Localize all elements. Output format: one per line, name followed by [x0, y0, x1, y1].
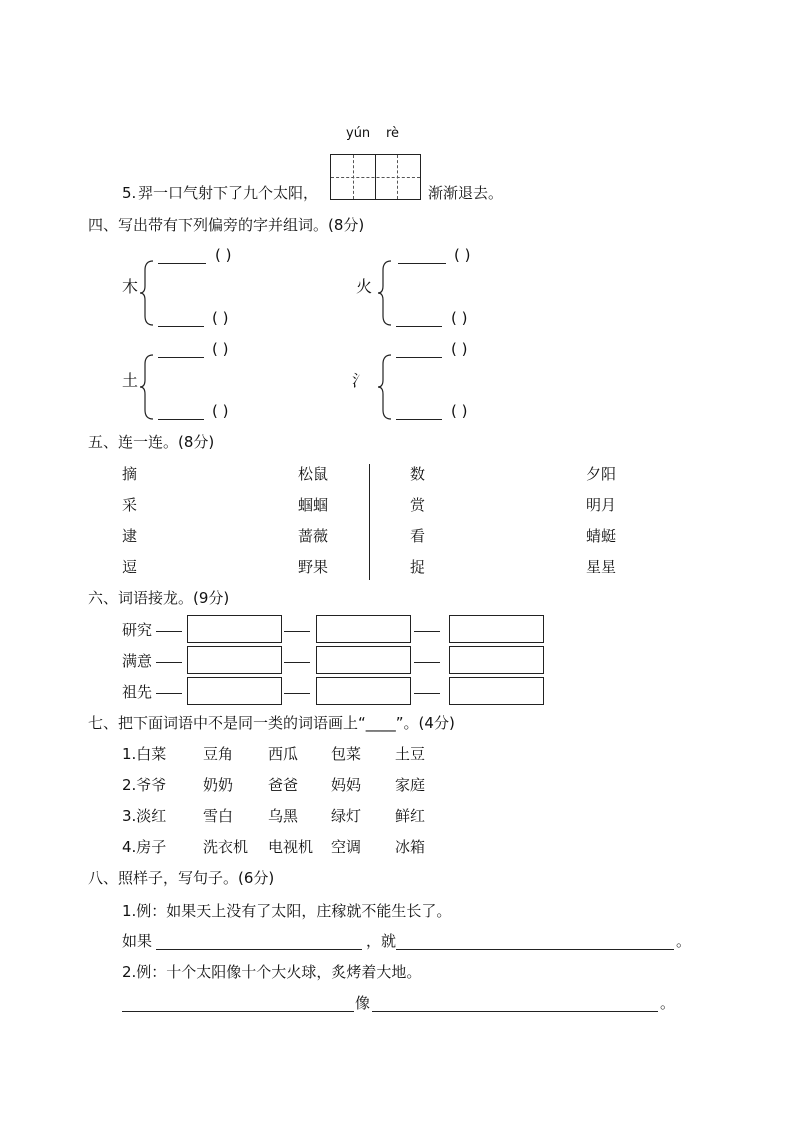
chain-dash	[156, 662, 182, 663]
ex1-period: 。	[676, 932, 692, 950]
paren-shui-1[interactable]: ( )	[451, 340, 468, 358]
brace-shui	[378, 354, 392, 420]
pinyin-yun: yún	[346, 126, 371, 141]
word-3-5[interactable]: 鲜红	[395, 807, 426, 825]
chain-dash	[284, 693, 310, 694]
word-3-3[interactable]: 乌黑	[268, 807, 299, 825]
example-sentence-2: 2.例：十个太阳像十个大火球，炙烤着大地。	[122, 963, 422, 981]
ex1-connector-jiu: ，就	[366, 932, 397, 950]
match-verb-cai[interactable]: 采	[122, 496, 138, 514]
match-verb-shu[interactable]: 数	[410, 465, 426, 483]
radical-shui: 氵	[352, 371, 369, 390]
ex2-answer-blank-2[interactable]	[372, 1011, 658, 1012]
radical-tu: 土	[122, 371, 139, 390]
radical-huo: 火	[356, 277, 373, 296]
paren-tu-2[interactable]: ( )	[212, 402, 229, 420]
q5-text-after: 渐渐退去。	[428, 184, 504, 202]
q5-number: 5.	[122, 184, 137, 202]
chain-dash	[156, 631, 182, 632]
ex2-period: 。	[660, 994, 676, 1012]
answer-blank-tu-1[interactable]	[158, 357, 204, 358]
word-2-3[interactable]: 爸爸	[268, 776, 299, 794]
match-verb-zhai[interactable]: 摘	[122, 465, 138, 483]
word-3-4[interactable]: 绿灯	[331, 807, 362, 825]
word-2-1[interactable]: 2.爷爷	[122, 776, 167, 794]
match-noun-mingyue[interactable]: 明月	[586, 496, 617, 514]
paren-huo-1[interactable]: ( )	[454, 246, 471, 264]
radical-mu: 木	[122, 277, 139, 296]
column-divider	[369, 464, 370, 580]
chain-dash	[414, 631, 440, 632]
ex2-answer-blank-1[interactable]	[122, 1011, 354, 1012]
paren-tu-1[interactable]: ( )	[212, 340, 229, 358]
match-verb-dou[interactable]: 逗	[122, 558, 138, 576]
chain-start-yanjiu: 研究	[122, 621, 153, 639]
chain-box-1-3[interactable]	[449, 615, 544, 643]
paren-huo-2[interactable]: ( )	[451, 309, 468, 327]
chain-box-1-2[interactable]	[316, 615, 411, 643]
chain-start-zuxian: 祖先	[122, 683, 153, 701]
brace-mu	[140, 260, 154, 326]
ex1-answer-blank-1[interactable]	[156, 949, 362, 950]
answer-blank-tu-2[interactable]	[158, 419, 204, 420]
ex2-connector-xiang: 像	[355, 994, 371, 1012]
word-1-5[interactable]: 土豆	[395, 745, 426, 763]
section7-title: 七、把下面词语中不是同一类的词语画上“____”。(4分)	[88, 714, 455, 732]
paren-shui-2[interactable]: ( )	[451, 402, 468, 420]
chain-start-manyi: 满意	[122, 652, 153, 670]
answer-blank-huo-2[interactable]	[396, 326, 442, 327]
section6-title: 六、词语接龙。(9分)	[88, 589, 230, 607]
character-writing-grid[interactable]	[330, 154, 421, 200]
chain-box-3-2[interactable]	[316, 677, 411, 705]
chain-dash	[414, 693, 440, 694]
paren-mu-1[interactable]: ( )	[215, 246, 232, 264]
word-4-4[interactable]: 空调	[331, 838, 362, 856]
chain-dash	[156, 693, 182, 694]
match-noun-yeguo[interactable]: 野果	[298, 558, 329, 576]
answer-blank-huo-1[interactable]	[398, 263, 446, 264]
match-noun-qingting[interactable]: 蜻蜓	[586, 527, 617, 545]
match-noun-guoguo[interactable]: 蝈蝈	[298, 496, 329, 514]
match-noun-xingxing[interactable]: 星星	[586, 558, 617, 576]
answer-blank-mu-2[interactable]	[158, 326, 204, 327]
match-noun-songshu[interactable]: 松鼠	[298, 465, 329, 483]
word-1-2[interactable]: 豆角	[203, 745, 234, 763]
brace-huo	[378, 260, 392, 326]
chain-box-3-3[interactable]	[449, 677, 544, 705]
word-4-3[interactable]: 电视机	[268, 838, 314, 856]
word-3-2[interactable]: 雪白	[203, 807, 234, 825]
match-noun-qiangwei[interactable]: 蔷薇	[298, 527, 329, 545]
answer-blank-shui-2[interactable]	[396, 419, 442, 420]
word-3-1[interactable]: 3.淡红	[122, 807, 167, 825]
chain-dash	[414, 662, 440, 663]
chain-box-2-3[interactable]	[449, 646, 544, 674]
q5-text-before: 羿一口气射下了九个太阳，	[138, 184, 319, 202]
chain-dash	[284, 662, 310, 663]
answer-blank-mu-1[interactable]	[158, 263, 206, 264]
brace-tu	[140, 354, 154, 420]
ex1-prefix-ruguo: 如果	[122, 932, 153, 950]
match-noun-xiyang[interactable]: 夕阳	[586, 465, 617, 483]
chain-box-3-1[interactable]	[187, 677, 282, 705]
word-4-1[interactable]: 4.房子	[122, 838, 167, 856]
chain-box-1-1[interactable]	[187, 615, 282, 643]
answer-blank-shui-1[interactable]	[396, 357, 442, 358]
section8-title: 八、照样子，写句子。(6分)	[88, 869, 275, 887]
pinyin-re: rè	[386, 126, 400, 141]
paren-mu-2[interactable]: ( )	[212, 309, 229, 327]
match-verb-zhuo[interactable]: 捉	[410, 558, 426, 576]
word-4-5[interactable]: 冰箱	[395, 838, 426, 856]
section5-title: 五、连一连。(8分)	[88, 433, 215, 451]
match-verb-kan[interactable]: 看	[410, 527, 426, 545]
chain-box-2-1[interactable]	[187, 646, 282, 674]
match-verb-shang[interactable]: 赏	[410, 496, 426, 514]
word-1-4[interactable]: 包菜	[331, 745, 362, 763]
word-1-3[interactable]: 西瓜	[268, 745, 299, 763]
ex1-answer-blank-2[interactable]	[396, 949, 674, 950]
word-2-2[interactable]: 奶奶	[203, 776, 234, 794]
example-sentence-1: 1.例：如果天上没有了太阳，庄稼就不能生长了。	[122, 902, 452, 920]
word-1-1[interactable]: 1.白菜	[122, 745, 167, 763]
chain-dash	[284, 631, 310, 632]
section4-title: 四、写出带有下列偏旁的字并组词。(8分)	[88, 216, 365, 234]
match-verb-dai[interactable]: 逮	[122, 527, 138, 545]
word-2-4[interactable]: 妈妈	[331, 776, 362, 794]
word-2-5[interactable]: 家庭	[395, 776, 426, 794]
word-4-2[interactable]: 洗衣机	[203, 838, 249, 856]
chain-box-2-2[interactable]	[316, 646, 411, 674]
